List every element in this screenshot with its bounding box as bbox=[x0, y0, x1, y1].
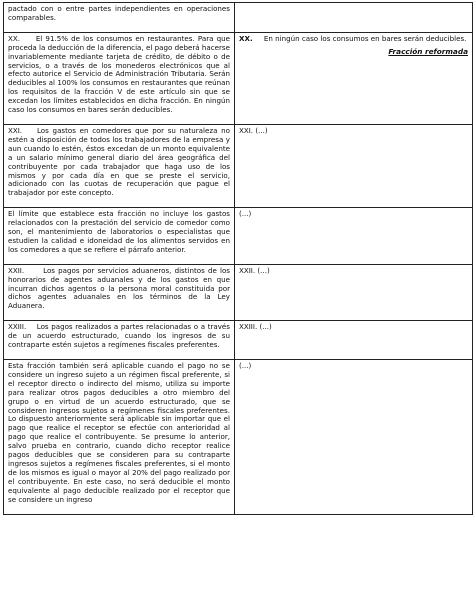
paragraph: (...) bbox=[239, 209, 252, 219]
paragraph: (...) bbox=[239, 361, 252, 370]
paragraph: XXII. (...) bbox=[239, 265, 270, 275]
right-cell bbox=[235, 264, 473, 321]
fraction-number: XX. bbox=[239, 33, 253, 43]
reform-note: Fracción reformada bbox=[388, 46, 468, 56]
paragraph: XXIII. (...) bbox=[239, 322, 272, 332]
paragraph: El límite que establece esta fracción no incluye los gastos relacionados con la prestación del servicio de comedor como son, el mantenimiento de laboratorios o especialistas que estudien la calidad e idoneidad de los alimentos servidos en los comedores a que se refiere el párrafo anterior. bbox=[8, 209, 230, 254]
left-cell bbox=[4, 321, 235, 360]
left-cell bbox=[4, 360, 235, 515]
right-cell bbox=[235, 124, 473, 207]
table-row bbox=[4, 264, 473, 321]
table-row bbox=[4, 32, 473, 124]
table-row bbox=[4, 321, 473, 360]
paragraph: XXIII. Los pagos realizados a partes relacionadas o a través de un acuerdo estructurado, cuando los ingresos de su contraparte estén sujetos a regímenes fiscales preferentes. bbox=[8, 322, 230, 350]
left-cell bbox=[4, 208, 235, 265]
fraction-text: En ningún caso los consumos en bares serán deducibles. bbox=[252, 33, 467, 43]
paragraph: Esta fracción también será aplicable cuando el pago no se considere un ingreso sujeto a un régimen fiscal preferente, si el receptor directo o indirecto del mismo, utiliza su importe para realizar otros pagos deducibles a otro miembro del grupo o en virtud de un acuerdo estructurado, que se consideren ingresos sujetos a regímenes fiscales preferentes. Lo dispuesto anteriormente será aplicable sin importar que el pago que realice el receptor se efectúe con anterioridad al pago que realice el contribuyente. Se presume lo anterior, salvo prueba en contrario, cuando dicho receptor realice pagos deducibles que se consideren para su contraparte ingresos sujetos a regímenes fiscales preferentes, si el monto de los mismos es igual o mayor al 20% del pago realizado por el contribuyente. En este caso, no será deducible el monto equivalente al pago deducible realizado por el receptor que se considere un ingreso bbox=[8, 361, 230, 504]
table-row bbox=[4, 3, 473, 33]
paragraph: XXII. Los pagos por servicios aduaneros, distintos de los honorarios de agentes aduanales y de los gastos en que incurran dichos agentos o la persona moral constituida por dichos agentes aduanales en los términos de la Ley Aduanera. bbox=[8, 265, 230, 311]
table-row bbox=[4, 208, 473, 265]
right-cell bbox=[235, 360, 473, 515]
table-row bbox=[4, 360, 473, 515]
right-cell bbox=[235, 321, 473, 360]
right-cell bbox=[235, 208, 473, 265]
left-cell bbox=[4, 32, 235, 124]
table-row bbox=[4, 124, 473, 207]
paragraph: XX. El 91.5% de los consumos en restaurantes. Para que proceda la deducción de la diferencia, el pago deberá hacerse invariablemente mediante tarjeta de crédito, de débito o de servicios, o a través de los monederos electrónicos que al efecto autorice el Servicio de Administración Tributaria. Serán deducibles al 100% los consumos en restaurantes que reúnan los requisitos de la fracción V de este artículo sin que se excedan los límites establecidos en dicha fracción. En ningún caso los consumos en bares serán deducibles. bbox=[8, 33, 230, 115]
left-cell bbox=[4, 3, 235, 33]
paragraph: XXI. (...) bbox=[239, 125, 268, 135]
paragraph: pactado con o entre partes independientes en operaciones comparables. bbox=[8, 4, 230, 22]
right-cell bbox=[235, 32, 473, 124]
left-cell bbox=[4, 124, 235, 207]
paragraph: XXI. Los gastos en comedores que por su naturaleza no estén a disposición de todos los trabajadores de la empresa y aun cuando lo estén, éstos excedan de un monto equivalente a un salario mínimo general diario del área geográfica del contribuyente por cada trabajador que haga uso de los mismos y por cada día en que se preste el servicio, adicionado con las cuotas de recuperación que pague el trabajador por este concepto. bbox=[8, 125, 230, 198]
left-cell bbox=[4, 264, 235, 321]
paragraph bbox=[239, 35, 468, 44]
right-cell bbox=[235, 3, 473, 33]
comparison-table bbox=[3, 2, 473, 515]
